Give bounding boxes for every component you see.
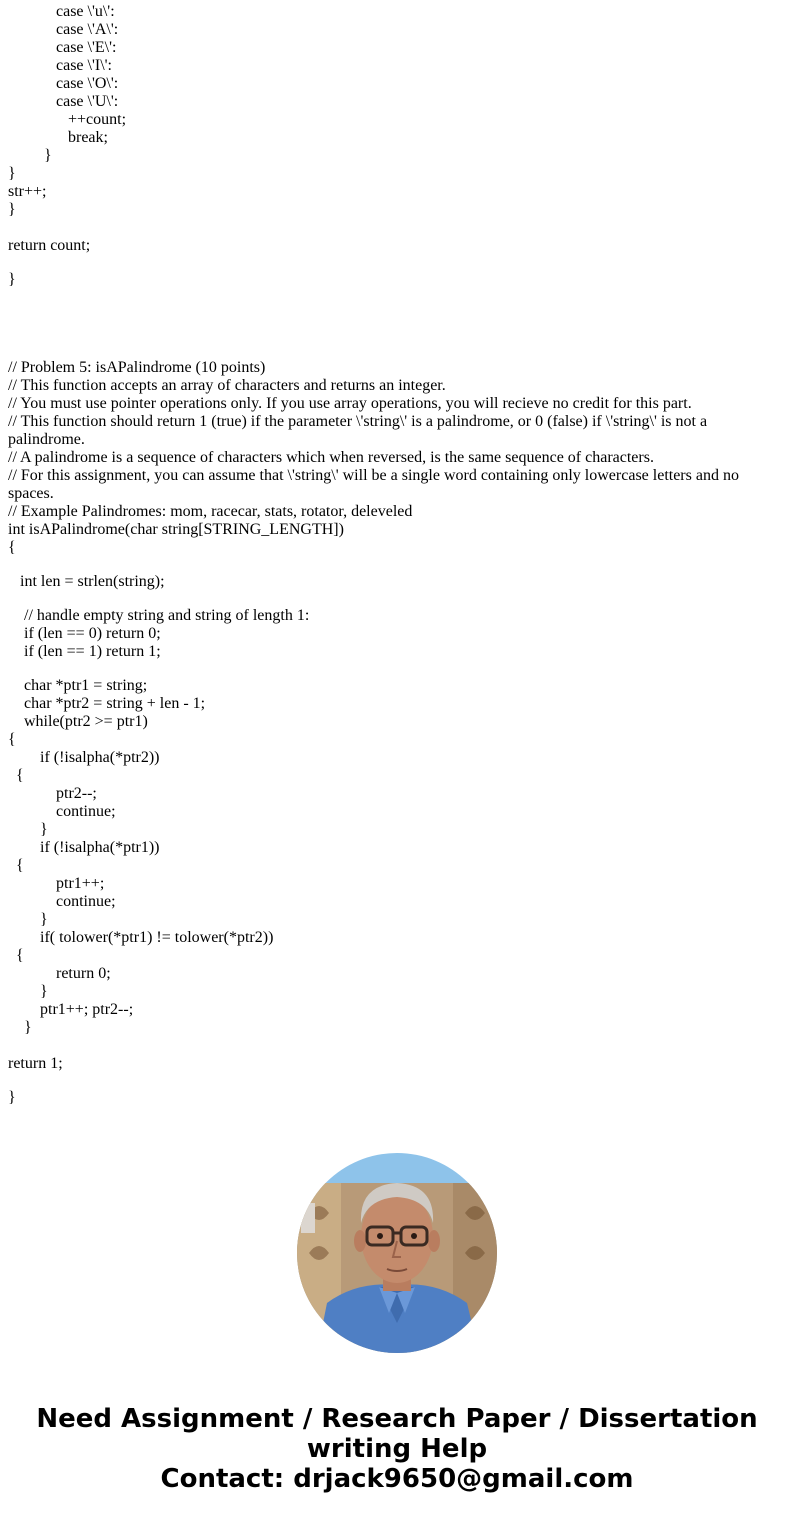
code-line: continue;: [8, 893, 116, 910]
code-line: {: [8, 857, 24, 874]
code-line: return count;: [8, 237, 91, 254]
code-line: }: [8, 165, 16, 182]
promo-heading-line2: writing Help: [306, 1434, 488, 1464]
code-line: }: [8, 911, 48, 928]
avatar-photo: [297, 1153, 497, 1353]
code-line: }: [8, 983, 48, 1000]
code-line: case \'A\':: [8, 21, 119, 38]
code-line: case \'U\':: [8, 93, 119, 110]
code-line: }: [8, 147, 52, 164]
code-line: {: [8, 767, 24, 784]
code-line: if (!isalpha(*ptr2)): [8, 749, 160, 766]
code-line: }: [8, 271, 16, 288]
code-line: case \'E\':: [8, 39, 117, 56]
code-line: while(ptr2 >= ptr1): [8, 713, 148, 730]
code-line: }: [8, 1089, 16, 1106]
code-line: continue;: [8, 803, 116, 820]
promo-contact: Contact: drjack9650@gmail.com: [160, 1464, 634, 1494]
comment-line: // You must use pointer operations only. If you use array operations, you will recieve no credit for this part.: [8, 395, 692, 412]
comment-line: // This function should return 1 (true) if the parameter \'string\' is a palindrome, or 0 (false) if \'string\' is not a palindrome.: [8, 413, 712, 448]
code-line: char *ptr1 = string;: [8, 677, 148, 694]
code-line: int isAPalindrome(char string[STRING_LENGTH]): [8, 521, 344, 538]
code-line: if (!isalpha(*ptr1)): [8, 839, 160, 856]
code-line: if (len == 0) return 0;: [8, 625, 161, 642]
comment-line: // Problem 5: isAPalindrome (10 points): [8, 359, 266, 376]
code-line: case \'u\':: [8, 3, 115, 20]
code-line: case \'I\':: [8, 57, 112, 74]
code-line: {: [8, 947, 24, 964]
code-line: {: [8, 539, 16, 556]
code-line: ptr2--;: [8, 785, 97, 802]
code-line: if (len == 1) return 1;: [8, 643, 161, 660]
code-line: }: [8, 821, 48, 838]
code-line: // handle empty string and string of length 1:: [8, 607, 310, 624]
code-line: return 1;: [8, 1055, 63, 1072]
code-line: char *ptr2 = string + len - 1;: [8, 695, 206, 712]
code-line: break;: [8, 129, 108, 146]
code-line: ++count;: [8, 111, 127, 128]
code-line: str++;: [8, 183, 47, 200]
comment-line: // Example Palindromes: mom, racecar, stats, rotator, deleveled: [8, 503, 413, 520]
code-line: }: [8, 201, 16, 218]
promo-heading-line1: Need Assignment / Research Paper / Dissertation: [36, 1404, 758, 1434]
code-line: ptr1++; ptr2--;: [8, 1001, 134, 1018]
comment-line: // For this assignment, you can assume that \'string\' will be a single word containing only lowercase letters and no spaces.: [8, 467, 743, 502]
comment-line: // A palindrome is a sequence of characters which when reversed, is the same sequence of characters.: [8, 449, 654, 466]
code-line: case \'O\':: [8, 75, 119, 92]
code-line: int len = strlen(string);: [8, 573, 165, 590]
code-line: {: [8, 731, 16, 748]
avatar: [297, 1153, 497, 1353]
code-line: ptr1++;: [8, 875, 105, 892]
comment-line: // This function accepts an array of characters and returns an integer.: [8, 377, 446, 394]
code-line: return 0;: [8, 965, 111, 982]
code-line: if( tolower(*ptr1) != tolower(*ptr2)): [8, 929, 274, 946]
code-line: }: [8, 1019, 32, 1036]
